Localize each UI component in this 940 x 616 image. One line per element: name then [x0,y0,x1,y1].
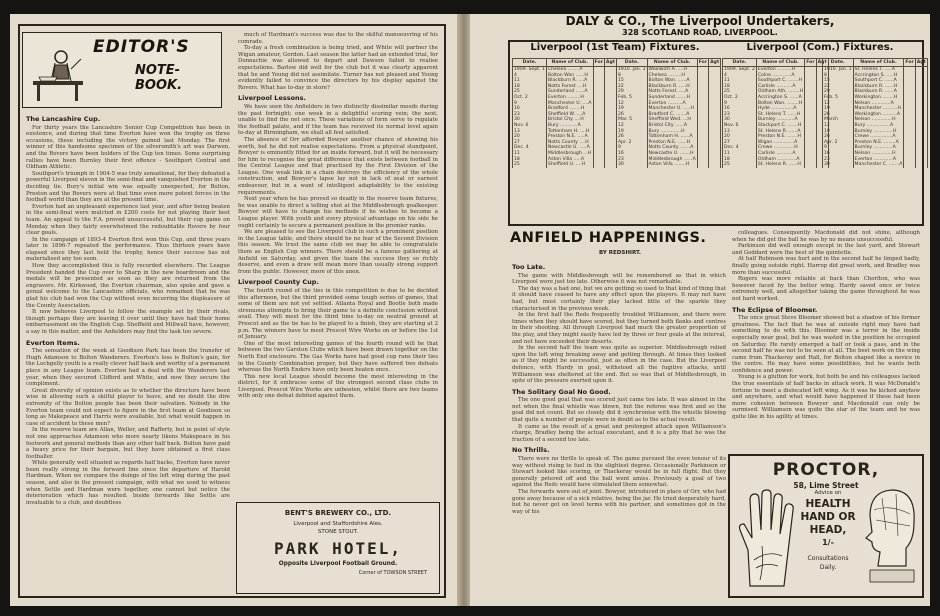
fixture-date: Mar. 5 [617,117,648,123]
fixture-club: Wigan ..............A [756,140,804,146]
paragraph: How they accomplished this is fully recorded elsewhere. The League President handed the Cup over to Sharp in the new boardroom and the medals will be presented as soon as they are returned from the engravers. Mr. Kirkwood, the Everton chairman, also spoke and gave a genial welcome to the Lancashire officials, who remarked that he was glad his club had won the Cup without even incurring the displeasure of the County Association. [26,263,230,309]
fixture-club: Colne .............A [756,73,804,79]
first-team-fixtures-table-b [616,58,718,224]
fixture-club: Carlisle ...........A [756,151,804,157]
fixture-date: 19 [617,129,648,135]
section-heading: The Solitary Goal No Good. [512,387,611,396]
fixture-club: Burnley .............H [853,129,904,135]
paragraph: We are pleased to see the Liverpool club in such a prominent position in the League table, and there should be no fear of the Second Division this season. We trust the same club we may be able to congratulate them as English Cup winners. There should be a famous gathering at Anfield on Saturday, and given the team the success they so richly deserve, and even a draw will mean more than usually strong support from the public. However, more of this anon. [238,229,438,275]
fixture-date: 13 [723,129,757,135]
fixture-club: Sheffield U. ....H [546,162,593,168]
fixture-club: Blackburn R. ......A [853,89,904,95]
fixtures-column-header: Date. [617,59,648,67]
fixture-club: Notts Forest ....H [546,84,593,90]
fixture-club: Bury ................A [853,123,904,129]
fixture-date: Nov. 6 [723,123,757,129]
fixture-date: 9 [513,101,547,107]
fixture-date: 30 [513,117,547,123]
fixture-date: 9 [617,145,648,151]
fixture-club: St. Helens T. .....A [853,67,904,73]
paragraph: For thirty years the Lancashire Senior Cup Competition has been in existence, and during that time Everton have won the trophy on three occasions, these including the victory gained last Monday. The first winner of this handsome specimen of the silversmith's art was Darwen, and the Rovers have been holders of the Cup ten times. Some surprising rallies have been Burnley their first offence - Southport Central and Oldham Athletic. [26,124,230,171]
fixtures-column-header: Name of Club. [647,59,697,67]
fixture-club: Sunderland .......H [647,95,697,101]
fixtures-column-header: For [698,60,708,65]
fixture-club: St. Helens R. ......H [756,162,804,168]
proctor-address: 58, Lime Street [793,481,859,490]
fixtures-table [616,58,721,168]
proctor-price: 1/- [822,538,834,547]
fixture-club: Workington ........H [853,95,904,101]
fixture-club: Nelson .............A [853,101,904,107]
paragraph: The absence of Orr afforded Bowyer another chance of showing his worth, but he did not realise expectations. From a physical standpoint, Bowyer is eminently fitted for an inside forward, but it will be necessary for him to recognise the great difference that exists between football in the Central League and that practised by the First Division of the League. One weak link in a chain destroys the efficiency of the whole construction, and Bowyer's lapse lay not in lack of zeal or earnest endeavour, but in a want of intelligent adaptability to the existing requirements. [238,136,438,196]
paragraph: We have seen the Anfielders in two distinctly dissimilar moods during the past fortnight; one week in a delightful scoring vein; the next, unable to find the net once. These variations of form serve to regulate the football palate, and if the team has received its normal level again to-day at Birmingham, we shall all feel satisfied. [238,103,438,137]
fixture-date: 26 [823,134,854,140]
fixture-club: Bradford ........H [546,106,593,112]
fixture-date: 4 [513,73,547,79]
fixture-date: 8 [617,73,648,79]
fixture-date: 27 [723,140,757,146]
paragraph: In the second half the team was quite as superior. Middlesbrough relied upon the left wing breaking away and getting through. At times they looked as if they might be successful, just as often in the case. But the Liverpool defence, with Hardy in goal, withstood all the fugitive attacks, until Williamson was sheltered at the end. But so was that of Middlesbrough, in spite of the pressure exerted upon it. [512,345,726,385]
fixture-date: 25 [723,89,757,95]
fixture-club: Everton .........H [546,95,593,101]
fixtures-column-header: Agt [710,60,720,65]
brewery-ales: Liverpool and Staffordshire Ales. [293,521,383,527]
fixture-club: St. Helens T. ......H [756,112,804,118]
left-column-1 [26,112,230,596]
hotel-corner: Corner of TOWSON STREET [358,570,427,576]
fixture-club: Accrington S. .....H [853,73,904,79]
fixture-date: 12 [823,101,854,107]
proctor-head: HEAD, [809,524,847,536]
fixture-date: 25 [723,162,757,168]
fixture-date: 12 [823,123,854,129]
fixture-club: Crewe ...............A [853,134,904,140]
section-heading: Everton Items. [26,338,80,347]
fixture-against [915,162,927,168]
paragraph: Everton had an unpleasant experience last year, and after being beaten in the semi-final were mulcted in £200 costs for not playing their best team. An appeal to the F.A. proved unsuccessful, but their cup game on Monday when they fairly overwhelmed the redoubtable Rovers by four clear goals. [26,203,230,237]
fixture-club: Tottenham H. ....H [546,129,593,135]
fixture-club: Newcastle U. .....A [546,145,593,151]
fixture-date: 23 [617,157,648,163]
fixture-date: 19 [823,129,854,135]
fixtures-table [822,58,928,168]
fixture-for [697,162,708,168]
paragraph: The day was a bad one, but we are getting so used to that kind of thing that it should have ceased to have any effect upon the players. It may not have had, but most certainly their play lacked little of the sparkle they characterised in the previous week. [512,285,726,312]
fixture-club: Notts Forest .....A [647,89,697,95]
fixture-date: 16 [513,106,547,112]
article-title: ANFIELD HAPPENINGS. [510,230,707,246]
fixture-club: Southport C. .......H [756,78,804,84]
fixture-date: 8 [823,73,854,79]
fixture-date: 30 [723,117,757,123]
fixture-date: Feb. 5 [823,95,854,101]
fixture-date: 20 [723,134,757,140]
fixture-date: 9 [723,101,757,107]
fixture-club: Burnley .............A [853,145,904,151]
fixture-date: 27 [513,140,547,146]
fixture-date: 22 [617,84,648,90]
fixture-date: 30 [617,162,648,168]
section-heading: No Thrills. [512,446,550,455]
paragraph: Great diversity of opinion exists as to whether the directors have been wise in allowing such a skilful player to leave, and no doubt the dire extremity of the Bolton people has been their salvation. Nobody in the Everton team could not expect to figure in the first team at Goodison so long as Makepeace and Harris were available, but what would happen in case of accident to these men? [26,387,230,427]
fixture-date: 12 [617,123,648,129]
fixtures-column-header: Date. [513,59,547,67]
fixture-date: 1910. Jan. 1 [824,67,852,72]
fixture-date: 23 [823,157,854,163]
fixture-date: 13 [513,129,547,135]
proctor-daily: Daily. [819,564,837,571]
paragraph: In the first half the Reds frequently troubled Williamson, and there were times when they should have scored, but they turned both flanks and centres in their shooting. All through Liverpool had much the greater proportion of the play, and they might easily have led by three or four goals at the interval, and not have exceeded their deserts. [512,312,726,345]
article-column-2 [732,230,920,452]
proctor-ad [728,454,924,598]
fixture-date: 20 [513,134,547,140]
fixture-date: 30 [823,162,854,168]
fixture-date: 11 [513,78,547,84]
paragraph: It came as the result of a great and prolonged attack upon Williamson's charge, Bradley being the actual executant, and it is a pity that he was the fraction of a second too late. [512,423,726,443]
fixture-club: Bradford C. .......A [647,112,697,118]
first-team-fixtures-title: Liverpool (1st Team) Fixtures. [530,42,700,53]
fixture-date: 26 [617,134,648,140]
fixture-club: Newcastle U. .......H [647,151,697,157]
fixture-club: Notts County .......A [647,145,697,151]
fixture-for [805,162,816,168]
fixture-date: 29 [617,89,648,95]
section-heading: Too Late. [512,263,546,271]
fixture-club: Bolton Wan. ......A [647,78,697,84]
hotel-name: PARK HOTEL, [274,539,402,558]
phrenology-head-icon [860,486,920,586]
page-gutter [458,14,470,606]
fixtures-column-header: Date. [723,59,757,67]
fixture-date: Oct. 2 [513,95,547,101]
paragraph: In the reserve team are Allan, Weller, and Rafferty, but in point of style not one approaches Adamson who more nearly likens Makepeace in his footwork and general methods than any other half back. Bolton have paid a heavy price for their bargain, but they have obtained a first class footballer. [26,427,230,460]
fixtures-column-header: For [905,60,914,65]
paragraph: much of Hardman's success was due to the skilful manoeuvring of his comrade. [238,32,438,45]
fixture-date: 15 [617,78,648,84]
fixture-row [513,162,617,168]
fixture-club: Sunderland ......A [546,89,593,95]
fixture-club: Oldham Ath. ........H [757,89,804,95]
fixture-date: Feb. 5 [617,95,648,101]
fixture-club: Nelson ..............H [853,117,904,123]
fixture-date: 23 [723,112,757,118]
fixtures-column-header: Agt [605,60,615,65]
fixture-date: 11 [723,151,757,157]
masthead-subtitle: NOTE-BOOK. [135,63,183,93]
fixture-against [709,162,721,168]
paragraph: This new local League should become the most interesting in the district, for it embraces some of the strongest second class clubs in Liverpool. Prescot Wire Works are unbeaten, whilst there are two teams with only one defeat debited against them. [238,373,438,400]
brewery-name: BENT'S BREWERY CO., LTD. [284,509,392,517]
palm-hand-icon [738,490,800,588]
paragraph: Young is a glutton for work, but both he and his colleagues lacked the true essentials of half backs in attack work. It was McDonald's fortune to meet a dislocated left wing. As it was he kicked anyhow and anywhere, and what would have happened if these had been more cohesion between Bowyer and Macdonald can only be surmised. Williamson was quite the star of the team and he was quite like in his agility at times. [732,374,920,421]
paragraph: The once great Steve Bloomer showed but a shadow of his former greatness. The fact that he was at outside right may have had something to do with this. Bloomer was a terror in the inside especially near goal, but he was wasted in the position he occupied on Saturday. He rarely emerged a half or took a pass, and in the second half he was not to be seen at all. The best work on the wing came from Thackeray and Hall, for Bolton shaped like a novice in the centre. He may have some possibilities, but he wants both confidence and power. [732,315,920,374]
fixture-club: Everton ..........H [756,67,804,73]
paragraph: There were no thrills to speak of. The game pursued the even tenour of its way without rising to fuel in the slightest degree. Occasionally Parkinson or Stewart looked like scoring, or Thackeray would be in full flight. But they generally petered off and the ball went amiss. Previously a goal of two against the Reds would have stimulated them somewhat. [512,456,726,489]
paragraph: The game with Middlesbrough will be remembered as that in which Liverpool were just too late. Otherwise it was not remarkable. [512,272,726,286]
fixtures-table [722,58,829,168]
fixture-date: 1909. Sept. 2 [724,67,755,72]
fixture-club: Stockport C. .......H [756,123,804,129]
fixture-date: 11 [513,151,547,157]
fixture-club: Aston Villa ........H [647,162,697,168]
fixture-club: Hyde ...............A [756,106,804,112]
fixture-date: 25 [513,89,547,95]
fixture-club: Blackburn R. ....A [546,78,593,84]
fixture-club: Burnley ............A [756,117,804,123]
fixture-date: 11 [723,78,757,84]
combination-fixtures-table-b [822,58,926,224]
fixture-club: Nelson ..............H [853,151,904,157]
paragraph: The forwards were out of joint. Bowyer, introduced in place of Orr, who had gone away because of a sick relative, being the jar. He tried desperately hard, but he never got on level terms with his partner, and sometimes got in the way of his [512,489,726,515]
fixture-date: 12 [617,101,648,107]
fixture-date: 26 [823,112,854,118]
fixture-club: Aston Villa .....A [546,157,593,163]
fixture-club: Manchester C. .......A [854,162,903,168]
article-column-1 [512,260,726,596]
fixture-club: Manchester ..........H [853,106,904,112]
fixture-date: 16 [723,106,757,112]
fixture-date: 1909. Sept. 1 [514,67,545,72]
fixture-club: Notts County ....H [546,140,593,146]
fixture-club: Bury ............A [546,123,593,129]
fixtures-column-header: Name of Club. [853,59,904,67]
paragraph: Next year when he has proved so deadly in the reserve team fixtures, he was unable to direct a telling shot at the Middlesbrough goalkeeper. Bowyer will have to change his methods if he wishes to become a League player. With youth and every physical advantage on his side he ought certainly to secure a permanent position in the premier ranks. [238,196,438,229]
fixtures-column-header: Date. [823,59,854,67]
fixture-club: Sheffield Wed. ...H [647,117,697,123]
fixture-row [723,162,829,168]
fixture-club: Bolton Wan ......H [546,73,593,79]
editors-notebook-masthead [22,32,222,108]
fixture-club: Sheffield W. ....A [546,112,593,118]
paragraph: Southport's triumph in 1904-5 was truly sensational, for they defeated a powerful Liverpool eleven in the semi-final and vanquished Everton in the deciding tie. Bury's initial win was equally unexpected, for Bolton, Preston and the Rovers were at that time even more potent forces in the football world than they are at the present time. [26,170,231,204]
fixture-club: Chelsea .........H [647,73,697,79]
article-byline: BY REDSHIRT. [599,250,641,256]
fixture-club: Chelsea ........A [546,67,593,73]
section-heading: The Lancashire Cup. [26,115,101,123]
fixture-date: Oct. 2 [723,95,757,101]
fixture-against [604,162,616,168]
fixture-club: Preston N.E. .....A [546,134,593,140]
fixture-date: 1910. Jan. 1 [618,67,646,72]
fixture-date: 26 [617,112,648,118]
paragraph: Parkinson did well enough except in the last yard, and Stewart and Goddard were the best of the quintette. [732,243,920,256]
paragraph: The one good goal that was scored just came too late. It was almost in the net when the final whistle was blown, but the referee was first and so the goal did not count. But so closely did it synchronise with the whistle blowing that quite a number of people were in doubt as to the actual result. [512,397,726,424]
fixture-club: Blackburn R. .....H [647,84,697,90]
fixtures-column-header: For [806,60,815,65]
paragraph: The fourth round of the ties in this competition is due to be decided this afternoon, but the third provided some tough series of games, that some of them are not yet settled. Atlanta Royal and Bootle both made strenuous attempts to bring their game to a definite conclusion without avail. They will meet for the third time to-day on neutral ground at Prescot and as the tie has to be played to a finish, they are starting at 2 p.m. The winners have to meet Prescot Wire Works on or before the 1st of January. [238,287,438,341]
section-heading: Liverpool County Cup. [238,278,319,287]
fixture-date: 4 [723,73,757,79]
fixture-for [904,162,915,168]
masthead-title: EDITOR'S [93,37,190,57]
undertakers-address: 328 SCOTLAND ROAD, LIVERPOOL. [622,28,778,37]
fixture-date: 22 [823,84,854,90]
proctor-advice-block [794,490,862,571]
right-page [470,14,930,606]
hotel-location: Opposite Liverpool Football Ground. [278,561,398,567]
fixture-club: Workington ..........A [853,112,904,118]
fixture-club: Blackburn R. ......H [853,84,904,90]
fixture-club: Crewe ..............H [756,145,804,151]
proctor-consult: Consultations [807,555,849,562]
fixtures-column-header: Agt [916,60,926,65]
fixture-club: Oldham .............A [756,157,804,163]
fixture-row [617,162,721,168]
undertakers-header: DALY & CO., The Liverpool Undertakers, [565,14,835,28]
fixture-club: Bristol City ....H [546,117,593,123]
fixture-club: St. Helens R. ......A [756,129,804,135]
left-page [10,14,458,606]
fixtures-column-header: Agt [817,60,827,65]
fixture-club: Bristol City ......A [647,123,697,129]
paragraph: It now behoves Liverpool to follow the example set by their rivals, though perhaps they are leaving it over until they have had their home embarrassment on the English Cup. Sheffield and Millwall have, however, a say in this matter, and the Anfielders may find the task too severe. [26,309,230,335]
park-hotel-ad [236,502,440,594]
paragraph: In the campaign of 1893-4 Everton first won this Cup, and three years later in 1896-7 repeated the performance. Thus thirteen years have elapsed since they last held the trophy, hence their success has not materialised any too soon. [26,236,230,263]
fixture-club: Southport C. ......A [853,78,904,84]
proctor-name: PROCTOR, [772,460,880,480]
paragraph: To-day a fresh combination is being tried, and White will partner the Wigan amateur, Gordon. Last season the latter had an extended trial, for Donnachie was allowed to depart and Dawson failed to realise expectations. Barlow did well for the club but it was clearly apparent that he and Young did not assimilate. Turner has not pleased and Young evidently failed to convince the directors by his display against the Rovers. What has to-day in store? [238,45,438,91]
fixture-date: 18 [723,84,757,90]
fixture-date: 15 [823,78,854,84]
fixture-club: Tottenham H. ......A [647,134,697,140]
left-column-2 [238,32,438,500]
fixture-date: 25 [513,162,547,168]
fixture-club: Middlesbrough ......A [648,156,696,162]
fixture-date: 16 [823,151,854,157]
fixture-club: Manchester U. .....H [647,106,697,112]
fixture-date: Dec. 4 [723,145,757,151]
fixture-club: Woolwich A. ....H [647,67,697,73]
fixture-date: Nov. 6 [513,123,547,129]
paragraph: One of the most interesting games of the fourth round will be that between the two Garston Clubs which have been drawn together on the North End enclosure. The Gas Works have had good cup runs their ties in the County Combination proper, but they have suffered two defeats whereas the North Enders have only been beaten once. [238,340,438,374]
fixture-date: March [823,117,854,123]
editor-writing-illustration [31,47,89,103]
fixture-club: Manchester U. ....A [547,100,592,106]
section-heading: Liverpool Lessons. [238,94,307,103]
fixtures-column-header: Name of Club. [546,59,593,67]
fixture-date: 29 [823,89,854,95]
fixture-date: Apr. 2 [823,140,854,146]
combination-fixtures-title: Liverpool (Com.) Fixtures. [746,42,894,53]
paragraph: The sensation of the week at Goodison Park has been the transfer of Hugh Adamson to Bolton Wanderers. Everton's loss is Bolton's gain, for the Lochgelly youth is a really clever half back and worthy of a permanent place in any League team. Everton had a deal with the Wanderers last year, when they secured Clifford and White, and now they secure the compliment. [26,348,230,388]
fixtures-column-header: For [594,60,603,65]
fixture-date: 9 [823,145,854,151]
fixture-club: Preston N.E. ........A [853,140,904,146]
proctor-advice: Advice on [814,490,842,496]
section-heading: The Eclipse of Bloomer. [732,305,818,314]
fixture-club: Bury ..............H [647,129,697,135]
fixture-club: Carlisle ...........A [756,84,804,90]
fixture-date: 18 [513,84,547,90]
proctor-hand-or: HAND OR [800,511,856,523]
fixtures-table [512,58,617,168]
brewery-stout: STONE STOUT. [317,529,359,535]
fixture-club: Middlesbrough ...H [547,150,592,156]
paragraph: While generally well situated as regards half backs, Everton have never been really strong in the forward line since the departure of Harold Hardman. When we compare the doings of the left wing during the past season, and also in the present campaign, with what we used to witness when Settle and Hardman were together, one cannot but notice the deterioration which has resulted. Inside forwards like Settle are invaluable to a club, and doubtless [26,460,230,506]
paragraph: At half Robinson was hurt and in the second half he limped badly, finally going outside right. Harrop did great work, and Bradley was more than successful. [732,256,920,276]
fixture-for [593,162,604,168]
fixture-club: Preston N.E. ......H [647,140,697,146]
fixture-club: Everton .............A [853,157,904,163]
fixture-date: Apr. 2 [617,140,648,146]
fixtures-column-header: Name of Club. [756,59,804,67]
fixture-date: 23 [513,112,547,118]
fixture-club: Everton ..........A [647,101,697,107]
fixture-date: 19 [617,106,648,112]
fixture-date: 18 [723,157,757,163]
fixture-row [823,162,928,168]
fixture-date: Dec. 4 [513,145,547,151]
fixture-date: 16 [617,151,648,157]
first-team-fixtures-table-a [512,58,614,224]
fixture-club: Bolton Wan. ........H [756,101,804,107]
paragraph: Rogers was more reliable at back than Chorlton, who was however faced by the better wing. Hardy saved once or twice extremely well, and altogether taking the game throughout he was not hard worked. [732,276,920,302]
fixture-date: 18 [513,157,547,163]
paragraph: colleagues. Consequently Macdonald did not shine, although when he did get the ball he was by no means unsuccessful. [732,230,920,243]
fixture-club: Preston N.E. .......H [756,134,804,140]
fixture-club: Accrington S. ......A [756,95,804,101]
fixture-date: 19 [823,106,854,112]
proctor-health: HEALTH [805,498,851,510]
